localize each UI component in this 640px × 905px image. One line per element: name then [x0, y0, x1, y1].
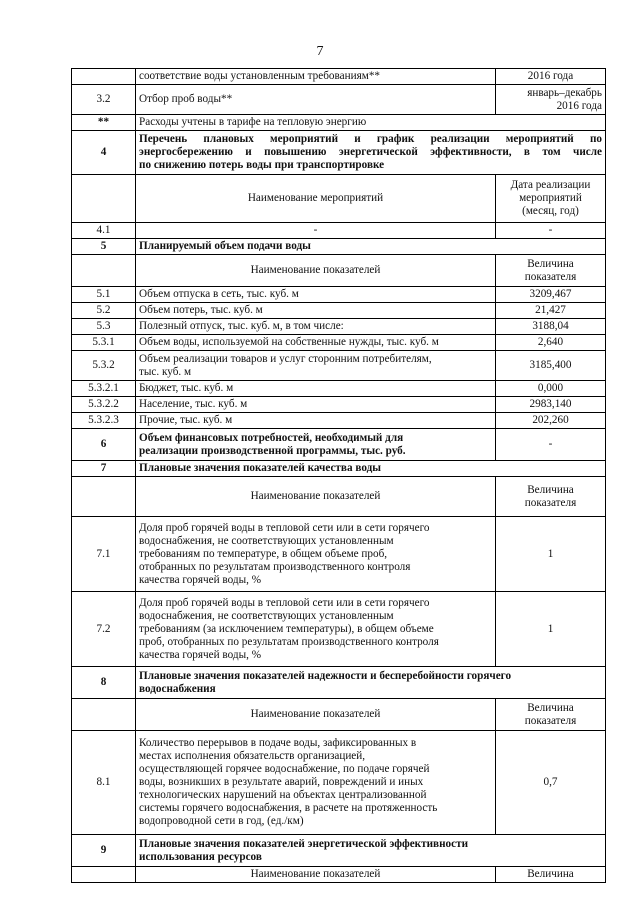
- table-row: [72, 381, 606, 397]
- row-text: -: [136, 223, 496, 239]
- empty-cell: [72, 867, 136, 883]
- row-number: [72, 69, 136, 85]
- value-line: 2016 года: [556, 99, 602, 112]
- table-row: [72, 731, 606, 835]
- text-line: качества горячей воды, %: [139, 648, 262, 661]
- title-line: реализации производственной программы, тыс. руб.: [139, 444, 406, 457]
- title-line: Плановые значения показателей энергетической эффективности: [139, 837, 469, 850]
- row-value: 3185,400: [496, 351, 606, 381]
- row-text: Прочие, тыс. куб. м: [136, 413, 496, 429]
- column-header: [496, 699, 606, 731]
- column-header: [496, 175, 606, 223]
- text-line: системы горячего водоснабжения, в расчете на протяженность: [139, 802, 438, 814]
- row-text: соответствие воды установленным требованиям**: [136, 69, 496, 85]
- column-header: Наименование мероприятий: [136, 175, 496, 223]
- row-value: 21,427: [496, 303, 606, 319]
- row-value: 0,000: [496, 381, 606, 397]
- table-row: [72, 85, 606, 115]
- text-line: качества горячей воды, %: [139, 573, 262, 586]
- section-title: [136, 429, 496, 461]
- header-row: [72, 255, 606, 287]
- row-value: -: [496, 223, 606, 239]
- row-number: 7.2: [72, 592, 136, 667]
- row-text: Полезный отпуск, тыс. куб. м, в том числе:: [136, 319, 496, 335]
- column-header: [496, 255, 606, 287]
- empty-cell: [72, 175, 136, 223]
- table-row: [72, 592, 606, 667]
- header-line: мероприятий: [519, 192, 582, 204]
- section-title: Плановые значения показателей качества воды: [136, 461, 606, 477]
- table-row: [72, 69, 606, 85]
- text-line: водоснабжения, не соответствующих установленным: [139, 534, 394, 547]
- section-title: [136, 835, 606, 867]
- row-text: Население, тыс. куб. м: [136, 397, 496, 413]
- text-line: воды, возникших в результате аварий, повреждений и иных: [139, 776, 424, 788]
- row-value: 2016 года: [496, 69, 606, 85]
- row-value: 3209,467: [496, 287, 606, 303]
- header-line: (месяц, год): [522, 205, 579, 217]
- row-number: 5.3.2: [72, 351, 136, 381]
- column-header: Наименование показателей: [136, 699, 496, 731]
- row-number: 5.1: [72, 287, 136, 303]
- row-value: 1: [496, 517, 606, 592]
- table-row: [72, 223, 606, 239]
- empty-cell: [72, 255, 136, 287]
- value-line: январь–декабрь: [527, 86, 602, 99]
- title-line: энергосбережению и повышению энергетической эффективности, в том числе: [139, 146, 602, 158]
- page-number: 7: [316, 44, 324, 59]
- row-text: Отбор проб воды**: [136, 85, 496, 115]
- text-line: водоснабжения, не соответствующих установленным: [139, 609, 394, 622]
- header-line: показателя: [524, 714, 577, 727]
- row-value: [496, 85, 606, 115]
- column-header: Наименование показателей: [136, 477, 496, 517]
- section-row: [72, 461, 606, 477]
- title-line: Объем финансовых потребностей, необходимый для: [139, 431, 404, 444]
- section-number: 6: [72, 429, 136, 461]
- table-row: [72, 287, 606, 303]
- section-row: [72, 667, 606, 699]
- section-number: 9: [72, 835, 136, 867]
- text-line: требованиям (за исключением температуры), в общем объеме: [139, 622, 434, 635]
- row-value: -: [496, 429, 606, 461]
- header-line: показателя: [524, 496, 577, 509]
- section-row: [72, 131, 606, 175]
- section-title: [136, 667, 606, 699]
- row-text: Объем потерь, тыс. куб. м: [136, 303, 496, 319]
- title-line: использования ресурсов: [139, 850, 262, 863]
- row-text: [136, 351, 496, 381]
- table-row: [72, 517, 606, 592]
- row-number: **: [72, 115, 136, 131]
- table-row: [72, 303, 606, 319]
- table-row: [72, 413, 606, 429]
- text-line: Объем реализации товаров и услуг сторонним потребителям,: [139, 352, 432, 365]
- row-number: 5.3.2.3: [72, 413, 136, 429]
- table-row: [72, 335, 606, 351]
- text-line: отобранных по результатам производственного контроля: [139, 560, 411, 573]
- table-row: [72, 397, 606, 413]
- column-header: [496, 477, 606, 517]
- header-line: Дата реализации: [510, 179, 591, 191]
- column-header: Величина: [496, 867, 606, 883]
- text-line: осуществляющей горячее водоснабжение, по подаче горячей: [139, 763, 430, 775]
- row-number: 5.2: [72, 303, 136, 319]
- header-row: [72, 699, 606, 731]
- section-title: [136, 131, 606, 175]
- title-line: по снижению потерь воды при транспортировке: [139, 159, 385, 171]
- row-number: 5.3: [72, 319, 136, 335]
- section-number: 4: [72, 131, 136, 175]
- row-text: Расходы учтены в тарифе на тепловую энергию: [136, 115, 606, 131]
- text-line: требованиям по температуре, в общем объеме проб,: [139, 547, 388, 560]
- row-value: 3188,04: [496, 319, 606, 335]
- column-header: Наименование показателей: [136, 867, 496, 883]
- header-row: [72, 477, 606, 517]
- row-text: Объем отпуска в сеть, тыс. куб. м: [136, 287, 496, 303]
- row-value: 202,260: [496, 413, 606, 429]
- row-number: 5.3.1: [72, 335, 136, 351]
- section-number: 7: [72, 461, 136, 477]
- section-number: 5: [72, 239, 136, 255]
- row-number: 5.3.2.2: [72, 397, 136, 413]
- row-text: [136, 592, 496, 667]
- text-line: проб, отобранных по результатам производственного контроля: [139, 635, 439, 648]
- text-line: технологических нарушений на объектах централизованной: [139, 789, 427, 801]
- text-line: Доля проб горячей воды в тепловой сети или в сети горячего: [139, 596, 430, 609]
- table-row: [72, 115, 606, 131]
- section-row: [72, 429, 606, 461]
- row-number: 4.1: [72, 223, 136, 239]
- column-header: Наименование показателей: [136, 255, 496, 287]
- row-text: Объем воды, используемой на собственные нужды, тыс. куб. м: [136, 335, 496, 351]
- text-line: Доля проб горячей воды в тепловой сети или в сети горячего: [139, 521, 430, 534]
- header-row: [72, 867, 606, 883]
- header-line: Величина: [527, 257, 574, 270]
- title-line: Плановые значения показателей надежности и бесперебойности горячего: [139, 669, 512, 682]
- text-line: Количество перерывов в подаче воды, зафиксированных в: [139, 737, 417, 749]
- row-text: [136, 517, 496, 592]
- row-number: 3.2: [72, 85, 136, 115]
- row-value: 2983,140: [496, 397, 606, 413]
- row-text: Бюджет, тыс. куб. м: [136, 381, 496, 397]
- row-text: [136, 731, 496, 835]
- section-title: Планируемый объем подачи воды: [136, 239, 606, 255]
- row-value: 0,7: [496, 731, 606, 835]
- empty-cell: [72, 699, 136, 731]
- text-line: водопроводной сети в год, (ед./км): [139, 815, 304, 827]
- row-number: 8.1: [72, 731, 136, 835]
- production-program-table: [71, 68, 606, 883]
- text-line: местах исполнения обязательств организацией,: [139, 750, 366, 762]
- empty-cell: [72, 477, 136, 517]
- header-line: Величина: [527, 483, 574, 496]
- section-number: 8: [72, 667, 136, 699]
- title-line: Перечень плановых мероприятий и график реализации мероприятий по: [139, 133, 602, 145]
- row-value: 1: [496, 592, 606, 667]
- table-row: [72, 319, 606, 335]
- header-line: показателя: [524, 270, 577, 283]
- header-line: Величина: [527, 701, 574, 714]
- section-row: [72, 239, 606, 255]
- header-row: [72, 175, 606, 223]
- row-value: 2,640: [496, 335, 606, 351]
- row-number: 7.1: [72, 517, 136, 592]
- row-number: 5.3.2.1: [72, 381, 136, 397]
- section-row: [72, 835, 606, 867]
- title-line: водоснабжения: [139, 682, 216, 695]
- text-line: тыс. куб. м: [139, 365, 192, 378]
- table-row: [72, 351, 606, 381]
